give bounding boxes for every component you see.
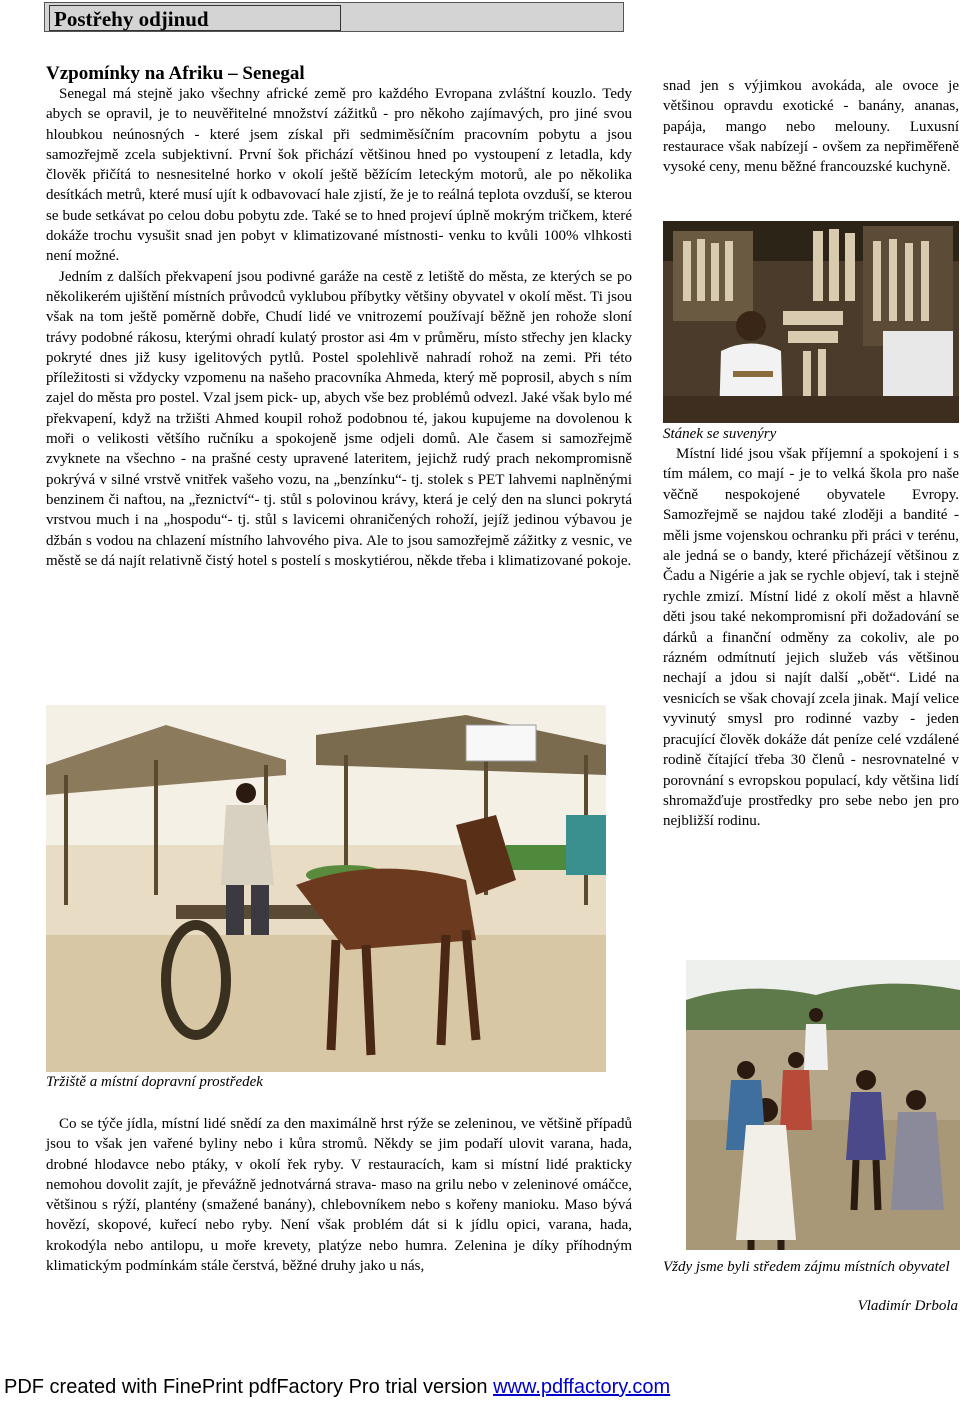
left-column-text — [46, 84, 632, 571]
paragraph: Senegal má stejně jako všechny africké země pro každého Evropana zvláštní kouzlo. Tedy abych se opravil, je to neuvěřitelné množství zážitků - pro někoho zajímavých, pro jiné svou hloubkou neúnosných - které jsem získal při sedmiměsíčním pracovním pobytu a jsou samozřejmě zcela subjektivní. První šok přichází většinou hned po vystoupení z letadla, kdy člověk přičítá to nesnesitelné horko v okolí ještě běžícím leteckým motorů, ale po několika desítkách metrů, které musí ujít k odbavovací hale zjistí, že je to reálná teplota ovzduší, se kterou se bude setkávat po celou dobu pobytu zde. Také se to hned projeví úplně mokrým tričkem, které dokáže trochu vysušit snad jen pobyt v klimatizované místnosti- venku to kvůli 100% vlhkosti není možné. — [46, 86, 632, 265]
paragraph: Místní lidé jsou však příjemní a spokojení i s tím málem, co mají - je to velká škola pro naše věčně nespokojené obyvatele Evropy. Samozřejmě se najdou také zloději a bandité - měli jsme vojenskou ochranku při práci v terénu, ale jedná se o bandy, které přicházejí většinou z Čadu a Nigérie a jak se rychle objeví, tak i stejně rychle zmizí. Místní lidé z okolí měst a hlavně děti jsou také nekompromisní při dožadování se dárků a finanční odměny za cokoliv, ale po rázném odmítnutí jejich služeb vás většinou nechají a jdou si najít další „obět“. Lidé na vesnicích se však chovají zcela jinak. Mají velice vyvinutý smysl pro rodinné vazby - jeden pracující člověk dokáže dát peníze celé vzdálené rodině čítající třeba 30 členů - nesrovnatelné v porovnání s evropskou populací, kdy většina lidí shromažďuje prostředky pro sebe nebo jen pro nejbližší rodinu. — [663, 446, 959, 830]
bottom-column-text — [46, 1114, 632, 1276]
right-column-text — [663, 444, 959, 832]
footer-text: PDF created with FinePrint pdfFactory Pro trial version — [4, 1376, 494, 1398]
paragraph: Jedním z dalších překvapení jsou podivné garáže na cestě z letiště do města, ze kterých se po několikerém ujištění místních průvodců vyklubou příbytky většiny obyvatel v okolí měst. Ti jsou však na tom ještě poměrně dobře, Chudí lidé ve vnitrozemí používají běžně jen rohože sloní trávy podobné rákosu, kterými ohradí kulatý prostor asi 4m v průměru, místo střechy jen klacky pokryté dnes již kusy igelitových pytlů. Postel spolehlivě nahradí rohož na zemi. Při této příležitosti si vždycky vzpomenu na našeho pracovníka Ahmeda, který mě poprosil, abych s ním zajel do města pro postel. Vzal jsem pick- up, abych vše bez problémů odvezl. Jaké však bylo mé překvapení, když na tržišti Ahmed koupil rohož podobnou té, jakou kupujeme na dovolenou k moři o velikosti většího ručníku a spokojeně jsme odjeli domů. Ale časem si samozřejmě zvyknete na všechno - na prašné cesty upravené lateritem, jejichž rudý prach nekompromisně pokrývá v silné vrstvě vnitřek vašeho vozu, na „benzínku“- tj. stolek s PET lahvemi naplněnými benzinem či naftou, na „řeznictví“- tj. stůl s polovinou krávy, která je celý den na slunci pokrytá vrstvou much i na „hospodu“- tj. stůl s lavicemi ohraničených rohoží, jejíž jedinou výbavou je džbán s vodou na chlazení místního lahvového piva. Ale to jsou samozřejmě zážitky z vesnic, ve městě se dá najít relativně čistý hotel s postelí s moskytiérou, někde třeba i klimatizované pokoje. — [46, 268, 632, 569]
footer-link[interactable]: www.pdffactory.com — [493, 1376, 671, 1398]
market-photo-caption: Tržiště a místní dopravní prostředek — [46, 1074, 263, 1090]
article-author: Vladimír Drbola — [857, 1298, 958, 1314]
article-title: Vzpomínky na Afriku – Senegal — [46, 63, 305, 84]
pdf-footer — [4, 1376, 670, 1399]
paragraph: snad jen s výjimkou avokáda, ale ovoce je většinou opravdu exotické - banány, ananas, papája, mango nebo melouny. Luxusní restaurace však nabízejí - ovšem za nepřiměřeně vysoké ceny, menu běžné francouzské kuchyně. — [663, 78, 959, 176]
souvenir-photo-caption: Stánek se suvenýry — [663, 426, 777, 442]
section-header-box — [49, 5, 341, 31]
section-header-bar — [44, 2, 624, 32]
souvenir-stall-photo — [663, 221, 959, 423]
market-horse-cart-photo — [46, 705, 606, 1072]
paragraph: Co se týče jídla, místní lidé snědí za den maximálně hrst rýže se zeleninou, ve většině případů jsou to však jen vařené byliny nebo i kůra stromů. Někdy se jim podaří ulovit varana, hada, drobné hlodavce nebo ptáky, v okolí řek ryby. V restauracích, kam si místní lidé prakticky nemohou dovolit zajít, je převážně jednotvárná strava- maso na grilu nebo v zeleninové omáčce, většinou s rýží, plantény (smažené banány), chlebovníkem nebo s kořeny manioku. Maso bývá hovězí, skopové, kuřecí nebo ryby. Není však problém dát si k jídlu opici, varana, hada, krokodýla nebo antilopu, u moře krevety, platýze nebo humra. Zelenina je díky příhodným klimatickým podmínkám stále čerstvá, běžné druhy jako u nás, — [46, 1116, 632, 1275]
village-children-photo — [686, 960, 960, 1250]
children-photo-caption: Vždy jsme byli středem zájmu místních obyvatel — [663, 1259, 950, 1275]
section-title: Postřehy odjinud — [54, 7, 209, 31]
right-column-top-text — [663, 76, 959, 177]
